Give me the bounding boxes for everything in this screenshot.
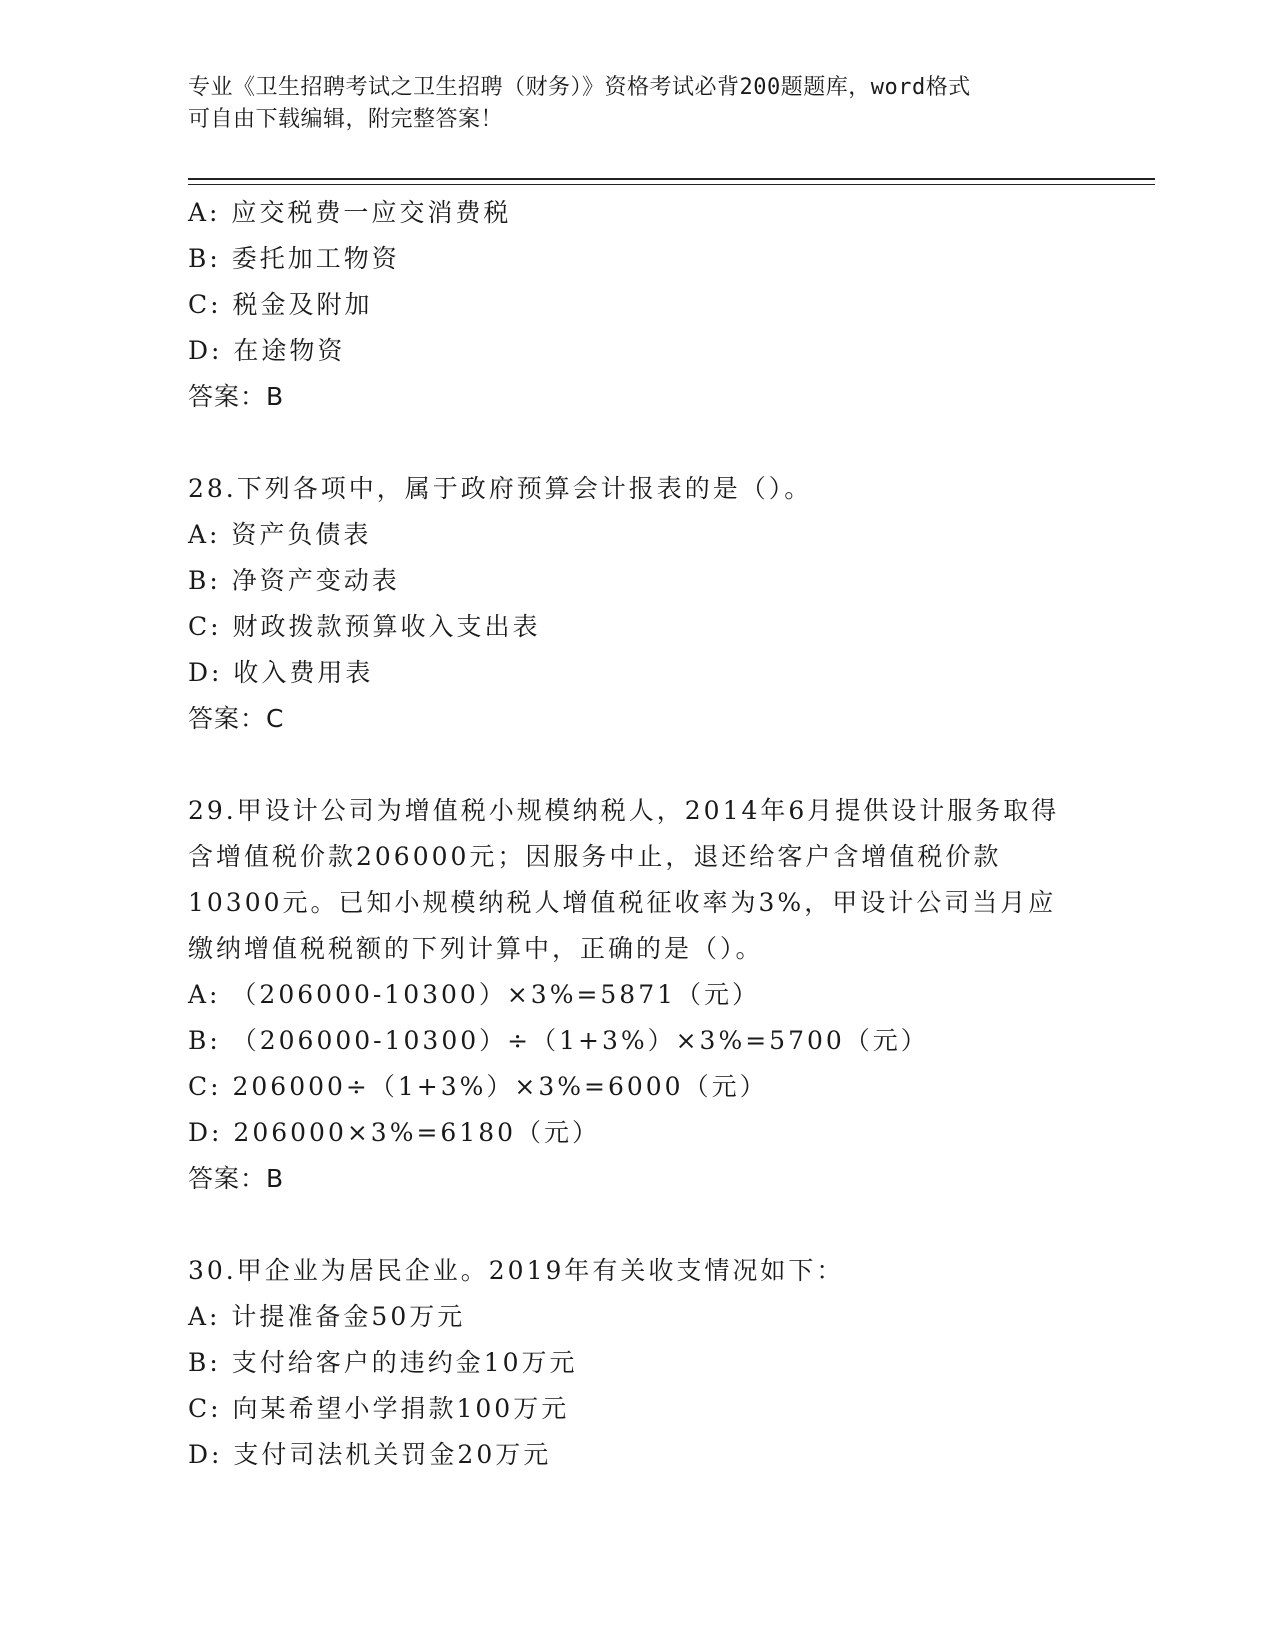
option-b: B: （206000-10300）÷（1+3%）×3%=5700（元） [188,1026,929,1055]
spacer [188,742,1088,788]
question-text: 30.甲企业为居民企业。2019年有关收支情况如下： [188,1256,845,1285]
header-title-line-2: 可自由下载编辑，附完整答案！ [188,107,504,132]
option-c: C: 206000÷（1+3%）×3%=6000（元） [188,1072,768,1101]
question-29 [188,788,1088,1202]
option-a: A: 应交税费一应交消费税 [188,198,512,227]
question-text-line-2: 含增值税价款206000元；因服务中止，退还给客户含增值税价款 [188,842,1002,871]
question-text-line-1: 29.甲设计公司为增值税小规模纳税人，2014年6月提供设计服务取得 [188,796,1060,825]
option-a: A: （206000-10300）×3%=5871（元） [188,980,761,1009]
answer: 答案：B [188,382,285,411]
answer: 答案：B [188,1164,285,1193]
option-a: A: 资产负债表 [188,520,372,549]
option-a: A: 计提准备金50万元 [188,1302,466,1331]
option-b: B: 委托加工物资 [188,244,400,273]
question-list [188,190,1088,1478]
question-27 [188,190,1088,420]
header-divider-thick [188,178,1155,180]
spacer [188,1202,1088,1248]
question-30 [188,1248,1088,1478]
spacer [188,420,1088,466]
header-divider-thin [188,184,1155,185]
option-c: C: 税金及附加 [188,290,373,319]
question-28 [188,466,1088,742]
document-header [188,72,1088,136]
question-text-line-3: 10300元。已知小规模纳税人增值税征收率为3%，甲设计公司当月应 [188,888,1057,917]
option-d: D: 在途物资 [188,336,346,365]
option-b: B: 支付给客户的违约金10万元 [188,1348,578,1377]
question-text: 28.下列各项中，属于政府预算会计报表的是（）。 [188,474,813,503]
answer: 答案：C [188,704,285,733]
option-c: C: 向某希望小学捐款100万元 [188,1394,570,1423]
option-d: D: 支付司法机关罚金20万元 [188,1440,552,1469]
option-d: D: 收入费用表 [188,658,374,687]
option-d: D: 206000×3%=6180（元） [188,1118,601,1147]
header-title-line-1: 专业《卫生招聘考试之卫生招聘（财务）》资格考试必背200题题库，word格式 [188,75,971,100]
option-b: B: 净资产变动表 [188,566,400,595]
question-text-line-4: 缴纳增值税税额的下列计算中，正确的是（）。 [188,934,764,963]
option-c: C: 财政拨款预算收入支出表 [188,612,541,641]
